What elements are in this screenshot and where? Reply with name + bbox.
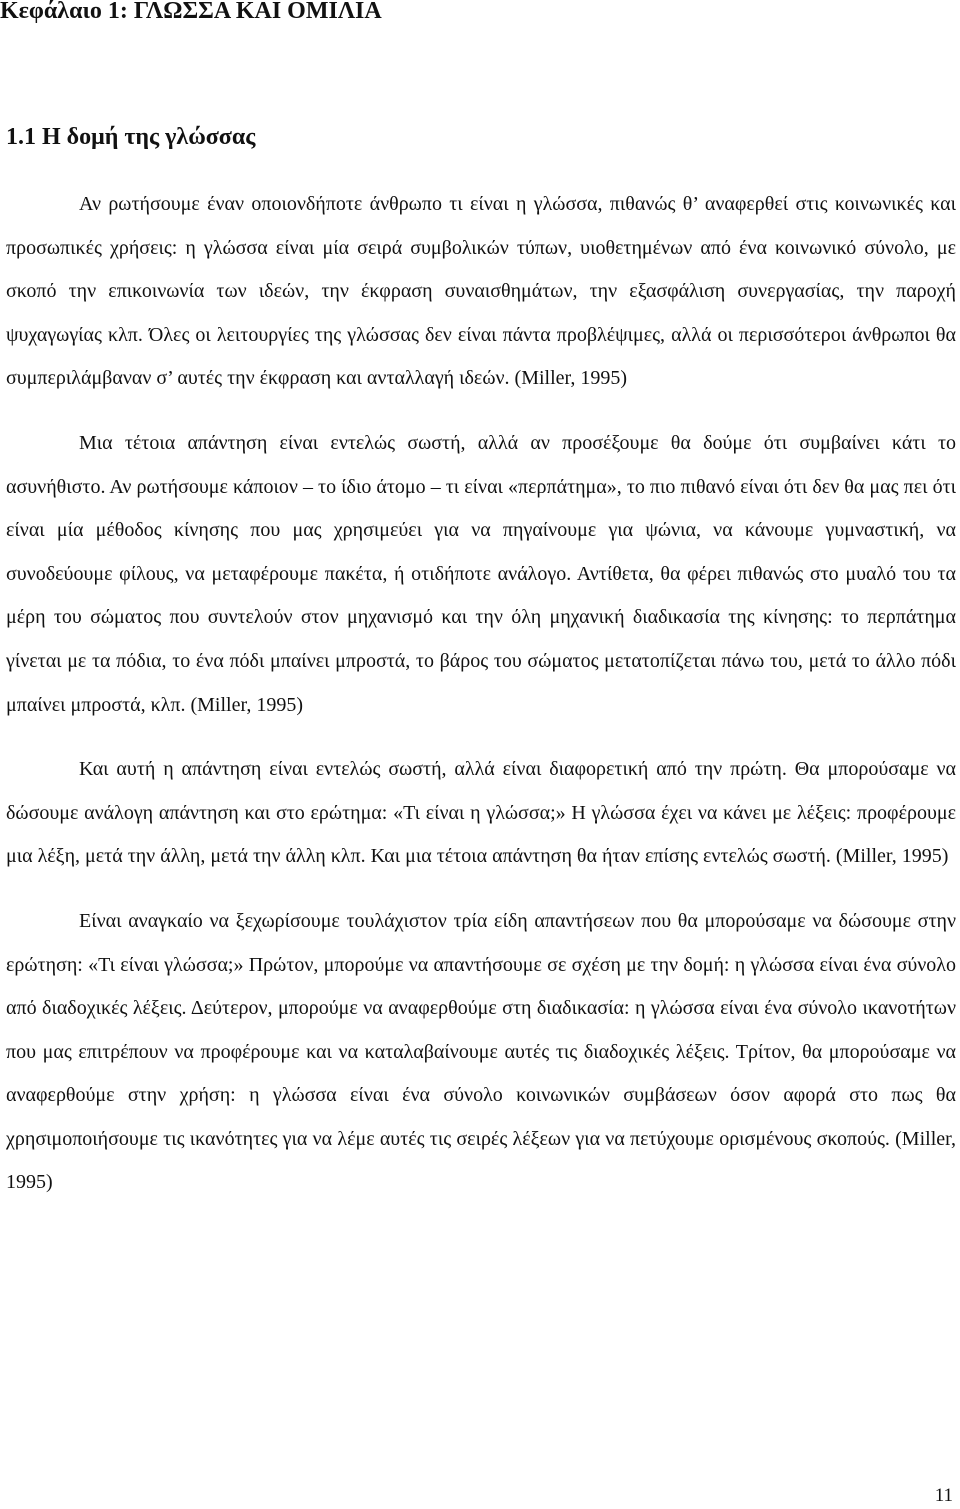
page-number: 11 [934, 1485, 953, 1506]
chapter-heading: Κεφάλαιο 1: ΓΛΩΣΣΑ ΚΑΙ ΟΜΙΛΙΑ [0, 0, 382, 24]
paragraph: Είναι αναγκαίο να ξεχωρίσουμε τουλάχιστον τρία είδη απαντήσεων που θα μπορούσαμε να δώσουμε στην ερώτηση: «Τι είναι γλώσσα;» Πρώτον, μπορούμε να απαντήσουμε σε σχέση με την δομή: η γλώσσα είναι ένα σύνολο από διαδοχικές λέξεις. Δεύτερον, μπορούμε να αναφερθούμε στη διαδικασία: η γλώσσα είναι ένα σύνολο ικανοτήτων που μας επιτρέπουν να προφέρουμε και να καταλαβαίνουμε αυτές τις διαδοχικές λέξεις. Τρίτον, θα μπορούσαμε να αναφερθούμε στην χρήση: η γλώσσα είναι ένα σύνολο κοινωνικών συμβάσεων όσον αφορά στο πως θα χρησιμοποιήσουμε τις ικανότητες για να λέμε αυτές τις σειρές λέξεων για να πετύχουμε ορισμένους σκοπούς. (Miller, 1995) [6, 909, 956, 1194]
section-heading: 1.1 Η δομή της γλώσσας [6, 124, 256, 150]
paragraph: Μια τέτοια απάντηση είναι εντελώς σωστή, αλλά αν προσέξουμε θα δούμε ότι συμβαίνει κάτι το ασυνήθιστο. Αν ρωτήσουμε κάποιον – το ίδιο άτομο – τι είναι «περπάτημα», το πιο πιθανό είναι ότι δεν θα μας πει ότι είναι μία μέθοδος κίνησης που μας χρησιμεύει για να πηγαίνουμε για ψώνια, να κάνουμε γυμναστική, να συνοδεύουμε φίλους, να μεταφέρουμε πακέτα, ή οτιδήποτε ανάλογο. Αντίθετα, θα φέρει πιθανώς στο μυαλό του τα μέρη του σώματος που συντελούν στον μηχανισμό και την όλη μηχανική διαδικασία της κίνησης: το περπάτημα γίνεται με τα πόδια, το ένα πόδι μπαίνει μπροστά, το βάρος του σώματος μετατοπίζεται πάνω του, μετά το άλλο πόδι μπαίνει μπροστά, κλπ. (Miller, 1995) [6, 431, 956, 716]
paragraph: Αν ρωτήσουμε έναν οποιονδήποτε άνθρωπο τι είναι η γλώσσα, πιθανώς θ’ αναφερθεί στις κοινωνικές και προσωπικές χρήσεις: η γλώσσα είναι μία σειρά συμβολικών τύπων, υιοθετημένων από ένα κοινωνικό σύνολο, με σκοπό την επικοινωνία των ιδεών, την έκφραση συναισθημάτων, την εξασφάλιση συνεργασίας, την παροχή ψυχαγωγίας κλπ. Όλες οι λειτουργίες της γλώσσας δεν είναι πάντα προβλέψιμες, αλλά οι περισσότεροι άνθρωποι θα συμπεριλάμβαναν σ’ αυτές την έκφραση και ανταλλαγή ιδεών. (Miller, 1995) [6, 193, 956, 390]
body-text [6, 183, 956, 1205]
paragraph: Και αυτή η απάντηση είναι εντελώς σωστή, αλλά είναι διαφορετική από την πρώτη. Θα μπορούσαμε να δώσουμε ανάλογη απάντηση και στο ερώτημα: «Τι είναι η γλώσσα;» Η γλώσσα έχει να κάνει με λέξεις: προφέρουμε μια λέξη, μετά την άλλη, μετά την άλλη κλπ. Και μια τέτοια απάντηση θα ήταν επίσης εντελώς σωστή. (Miller, 1995) [6, 758, 956, 868]
